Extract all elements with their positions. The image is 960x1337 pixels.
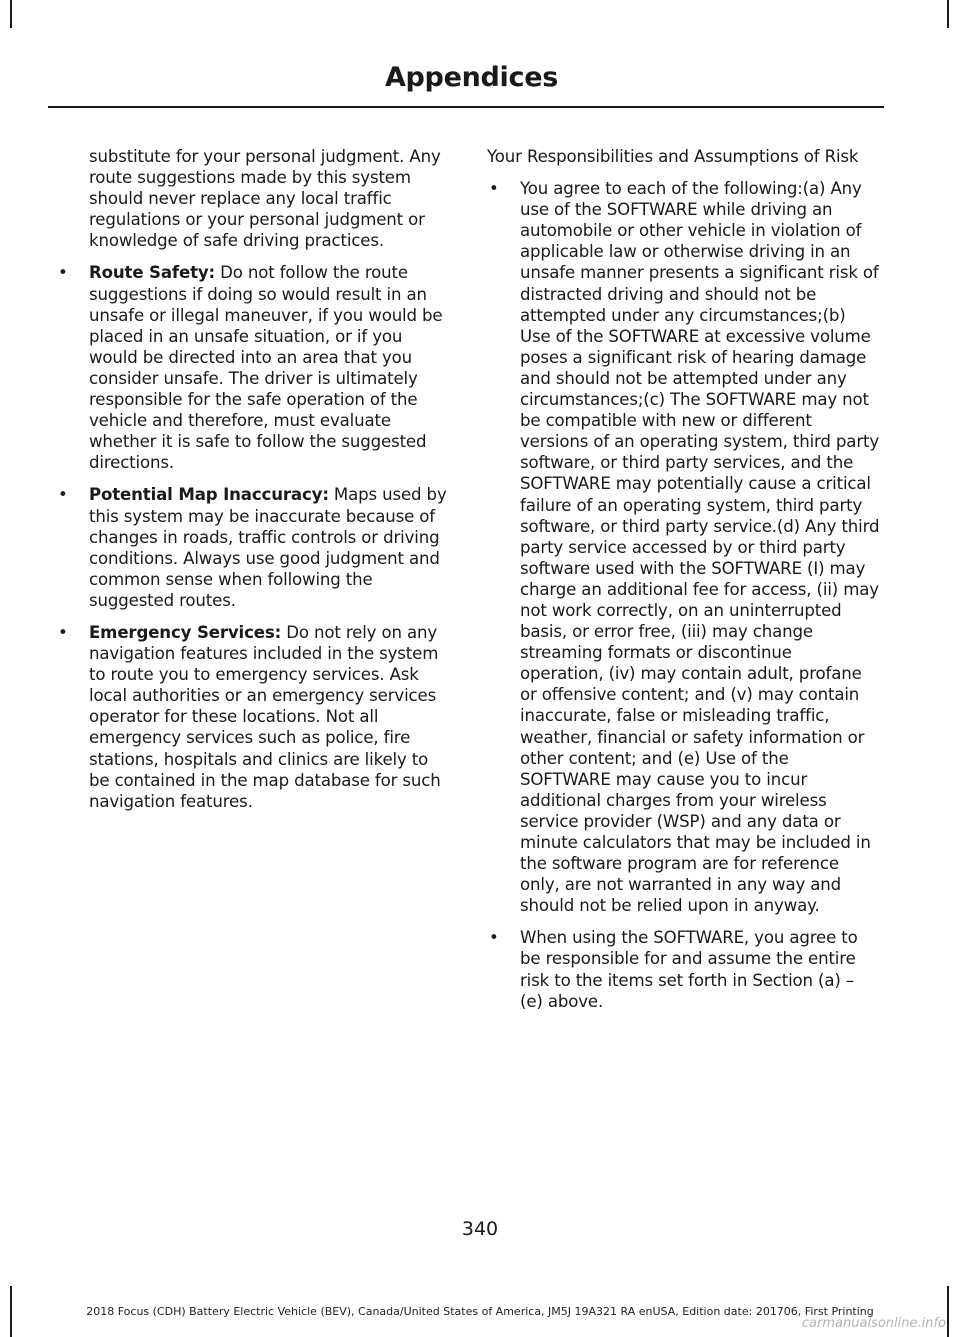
section-heading: Your Responsibilities and Assumptions of Risk — [487, 147, 859, 166]
left-bullet-list — [56, 262, 448, 811]
watermark: carmanualsonline.info — [801, 1316, 946, 1331]
bullet-text: Do not follow the route suggestions if doing so would result in an unsafe or illegal maneuver, if you would be placed in an unsafe situation, or if you would be directed into an area that you consider unsafe. The driver is ultimately responsible for the safe operation of the vehicle and therefore, must evaluate whether it is safe to follow the suggested directions. — [89, 263, 443, 473]
list-item — [56, 484, 448, 611]
bullet-icon: • — [58, 485, 68, 505]
intro-paragraph: substitute for your personal judgment. Any route suggestions made by this system should never replace any local traffic regulations or your personal judgment or knowledge of safe driving practices. — [89, 147, 441, 251]
page-header-title: Appendices — [384, 62, 558, 93]
bullet-term: Emergency Services: — [89, 622, 282, 642]
bullet-icon: • — [489, 928, 499, 948]
crop-mark-top-left — [10, 0, 12, 28]
bullet-text: Do not rely on any navigation features included in the system to route you to emergency services. Ask local authorities or an emergency services operator for these locations. Not all emergency services such as police, fire stations, hospitals and clinics are likely to be contained in the map database for such navigation features. — [89, 622, 441, 811]
bullet-term: Potential Map Inaccuracy: — [89, 485, 329, 505]
footer-edition-info: 2018 Focus (CDH) Battery Electric Vehicle (BEV), Canada/United States of America, JM5J 19A321 RA enUSA, Edition date: 201706, First Printing — [86, 1305, 874, 1318]
right-bullet-list — [487, 178, 880, 1012]
list-item — [56, 262, 448, 473]
bullet-icon: • — [489, 179, 499, 199]
list-item — [487, 927, 880, 1011]
bullet-icon: • — [58, 263, 68, 283]
header-divider — [48, 106, 884, 108]
page-number: 340 — [461, 1218, 499, 1240]
right-column — [487, 146, 880, 1012]
list-item — [487, 178, 880, 916]
list-item — [56, 622, 448, 812]
bullet-text: You agree to each of the following:(a) Any use of the SOFTWARE while driving an automobile or other vehicle in violation of applicable law or otherwise driving in an unsafe manner presents a significant risk of distracted driving and should not be attempted under any circumstances;(b) Use of the SOFTWARE at excessive volume poses a significant risk of hearing damage and should not be attempted under any circumstances;(c) The SOFTWARE may not be compatible with new or different versions of an operating system, third party software, or third party services, and the SOFTWARE may potentially cause a critical failure of an operating system, third party software, or third party service.(d) Any third party service accessed by or third party software used with the SOFTWARE (I) may charge an additional fee for access, (ii) may not work correctly, on an uninterrupted basis, or error free, (iii) may change streaming formats or discontinue operation, (iv) may contain adult, profane or offensive content; and (v) may contain inaccurate, false or misleading traffic, weather, financial or safety information or other content; and (e) Use of the SOFTWARE may cause you to incur additional charges from your wireless service provider (WSP) and any data or minute calculators that may be included in the software program are for reference only, are not warranted in any way and should not be relied upon in anyway. — [520, 179, 880, 916]
bullet-term: Route Safety: — [89, 263, 216, 283]
bullet-text: When using the SOFTWARE, you agree to be responsible for and assume the entire risk to the items set forth in Section (a) – (e) above. — [520, 928, 858, 1011]
left-column — [56, 146, 448, 812]
bullet-text: Maps used by this system may be inaccurate because of changes in roads, traffic controls or driving conditions. Always use good judgment and common sense when following the suggested routes. — [89, 485, 447, 610]
crop-mark-top-right — [947, 0, 949, 28]
bullet-icon: • — [58, 622, 68, 642]
